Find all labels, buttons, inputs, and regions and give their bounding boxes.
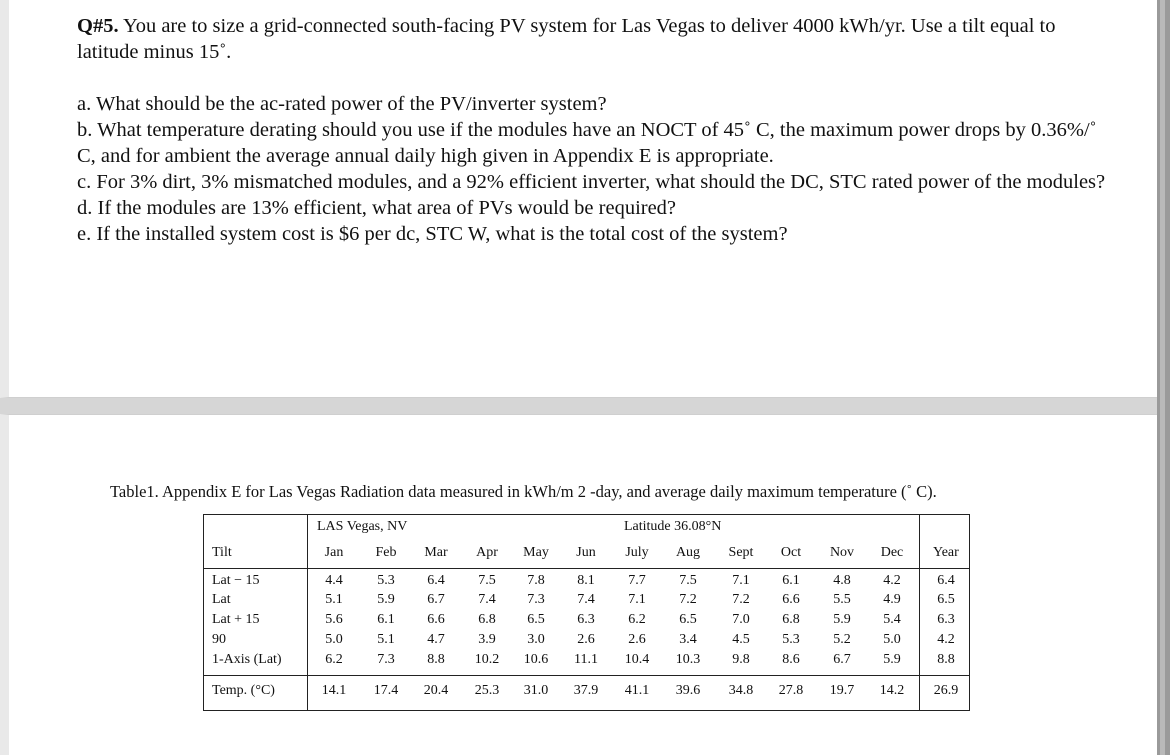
month-header-aug: Aug xyxy=(675,545,701,560)
question-intro-text: You are to size a grid-connected south-facing PV system for Las Vegas to deliver 4000 kWh/yr. Use a tilt equal to latitude minus 15˚. xyxy=(77,15,1056,63)
radiation-value: 10.4 xyxy=(624,652,650,667)
radiation-value: 5.9 xyxy=(883,652,901,667)
radiation-value: 4.5 xyxy=(732,632,750,647)
temp-value: 37.9 xyxy=(573,683,599,698)
temp-value: 41.1 xyxy=(624,683,650,698)
radiation-value: 6.6 xyxy=(782,592,800,607)
radiation-value: 7.4 xyxy=(478,592,496,607)
radiation-value: 5.1 xyxy=(325,592,343,607)
temp-value: 39.6 xyxy=(675,683,701,698)
radiation-value: 8.1 xyxy=(577,573,595,588)
radiation-value: 5.2 xyxy=(833,632,851,647)
question-part-d: d. If the modules are 13% efficient, what area of PVs would be required? xyxy=(77,197,677,219)
month-header-dec: Dec xyxy=(880,545,904,560)
year-value: 6.4 xyxy=(937,573,955,588)
question-text xyxy=(77,13,1107,247)
radiation-value: 7.5 xyxy=(679,573,697,588)
month-header-jan: Jan xyxy=(324,545,344,560)
table-location: LAS Vegas, NV xyxy=(317,519,408,534)
temp-value: 27.8 xyxy=(778,683,804,698)
temp-value: 31.0 xyxy=(523,683,549,698)
radiation-value: 6.8 xyxy=(782,612,800,627)
radiation-value: 6.2 xyxy=(325,652,343,667)
radiation-value: 6.7 xyxy=(833,652,851,667)
temp-year-value: 26.9 xyxy=(933,683,959,698)
radiation-value: 7.7 xyxy=(628,573,646,588)
question-part-c: c. For 3% dirt, 3% mismatched modules, and a 92% efficient inverter, what should the DC, STC rated power of the modules? xyxy=(77,171,1106,193)
month-header-feb: Feb xyxy=(375,545,397,560)
month-header-oct: Oct xyxy=(780,545,802,560)
temp-value: 14.1 xyxy=(321,683,347,698)
radiation-value: 6.2 xyxy=(628,612,646,627)
table-latitude: Latitude 36.08°N xyxy=(624,519,722,534)
radiation-value: 3.0 xyxy=(527,632,545,647)
radiation-value: 10.3 xyxy=(675,652,701,667)
radiation-value: 8.6 xyxy=(782,652,800,667)
temp-value: 19.7 xyxy=(829,683,855,698)
table-tilt-header: Tilt xyxy=(212,545,232,560)
radiation-value: 5.0 xyxy=(325,632,343,647)
month-header-may: May xyxy=(523,545,549,560)
radiation-value: 5.5 xyxy=(833,592,851,607)
row-label: Lat − 15 xyxy=(212,573,260,588)
radiation-value: 10.2 xyxy=(474,652,500,667)
radiation-value: 7.3 xyxy=(377,652,395,667)
temp-value: 20.4 xyxy=(423,683,449,698)
radiation-value: 7.0 xyxy=(732,612,750,627)
row-label: Lat xyxy=(212,592,231,607)
radiation-value: 4.2 xyxy=(883,573,901,588)
radiation-value: 6.3 xyxy=(577,612,595,627)
radiation-value: 11.1 xyxy=(574,652,598,667)
radiation-value: 6.4 xyxy=(427,573,445,588)
year-value: 4.2 xyxy=(937,632,955,647)
radiation-value: 7.8 xyxy=(527,573,545,588)
month-header-nov: Nov xyxy=(829,545,855,560)
radiation-table xyxy=(203,514,970,711)
radiation-value: 6.6 xyxy=(427,612,445,627)
radiation-value: 7.2 xyxy=(732,592,750,607)
question-part-b: b. What temperature derating should you use if the modules have an NOCT of 45˚ C, the maximum power drops by 0.36%/˚ C, and for ambient the average annual daily high given in Appendix E is appropriate. xyxy=(77,119,1097,167)
radiation-value: 2.6 xyxy=(577,632,595,647)
radiation-value: 6.1 xyxy=(782,573,800,588)
temp-value: 25.3 xyxy=(474,683,500,698)
year-value: 6.5 xyxy=(937,592,955,607)
table-year-header: Year xyxy=(933,545,959,560)
radiation-value: 2.6 xyxy=(628,632,646,647)
radiation-value: 5.1 xyxy=(377,632,395,647)
radiation-value: 6.5 xyxy=(527,612,545,627)
radiation-value: 5.3 xyxy=(377,573,395,588)
radiation-value: 4.9 xyxy=(883,592,901,607)
radiation-value: 7.1 xyxy=(628,592,646,607)
temp-value: 34.8 xyxy=(728,683,754,698)
radiation-value: 6.1 xyxy=(377,612,395,627)
year-value: 6.3 xyxy=(937,612,955,627)
month-header-mar: Mar xyxy=(424,545,448,560)
radiation-value: 8.8 xyxy=(427,652,445,667)
question-intro xyxy=(77,13,1107,65)
question-number: Q#5. xyxy=(77,15,119,37)
radiation-value: 5.4 xyxy=(883,612,901,627)
table-caption: Table1. Appendix E for Las Vegas Radiation data measured in kWh/m 2 -day, and average daily maximum temperature (˚ C). xyxy=(110,482,937,501)
radiation-value: 4.7 xyxy=(427,632,445,647)
row-label: 1-Axis (Lat) xyxy=(212,652,282,667)
radiation-value: 3.4 xyxy=(679,632,697,647)
radiation-value: 5.6 xyxy=(325,612,343,627)
radiation-value: 9.8 xyxy=(732,652,750,667)
temp-row-label: Temp. (°C) xyxy=(212,683,275,698)
radiation-value: 5.3 xyxy=(782,632,800,647)
radiation-value: 7.1 xyxy=(732,573,750,588)
radiation-value: 4.8 xyxy=(833,573,851,588)
radiation-value: 6.7 xyxy=(427,592,445,607)
radiation-value: 3.9 xyxy=(478,632,496,647)
row-label: Lat + 15 xyxy=(212,612,260,627)
month-header-jun: Jun xyxy=(576,545,596,560)
question-part-a: a. What should be the ac-rated power of the PV/inverter system? xyxy=(77,93,607,115)
month-header-apr: Apr xyxy=(476,545,498,560)
radiation-value: 7.2 xyxy=(679,592,697,607)
temp-value: 17.4 xyxy=(373,683,399,698)
year-value: 8.8 xyxy=(937,652,955,667)
question-part-e: e. If the installed system cost is $6 per dc, STC W, what is the total cost of the system? xyxy=(77,223,788,245)
temp-value: 14.2 xyxy=(879,683,905,698)
radiation-value: 7.5 xyxy=(478,573,496,588)
radiation-value: 5.9 xyxy=(833,612,851,627)
radiation-value: 7.4 xyxy=(577,592,595,607)
scrollbar[interactable] xyxy=(1157,0,1170,755)
radiation-value: 5.0 xyxy=(883,632,901,647)
row-label: 90 xyxy=(212,632,226,647)
radiation-value: 6.8 xyxy=(478,612,496,627)
radiation-value: 10.6 xyxy=(523,652,549,667)
radiation-value: 4.4 xyxy=(325,573,343,588)
month-header-sept: Sept xyxy=(728,545,754,560)
month-header-july: July xyxy=(625,545,649,560)
radiation-value: 7.3 xyxy=(527,592,545,607)
radiation-value: 5.9 xyxy=(377,592,395,607)
radiation-value: 6.5 xyxy=(679,612,697,627)
